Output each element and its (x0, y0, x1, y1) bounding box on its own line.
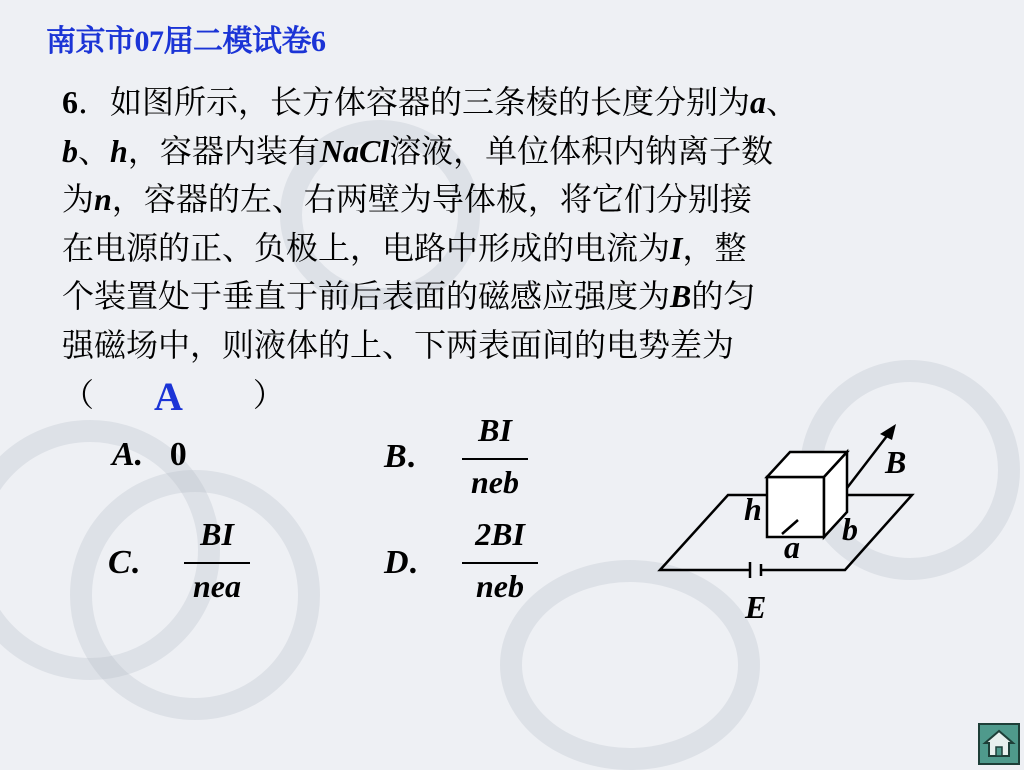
option-d-label: D (384, 544, 409, 581)
fraction-numerator: BI (478, 412, 512, 448)
var-h: h (110, 132, 128, 169)
question-line-4 (62, 224, 962, 273)
label-h: h (744, 491, 762, 527)
paren-open: （ (62, 376, 95, 414)
var-b: b (62, 132, 78, 169)
option-d[interactable] (384, 544, 417, 582)
answer: A (154, 374, 183, 419)
fraction-denominator: neb (476, 568, 524, 604)
fraction-bar (462, 458, 528, 460)
option-b-fraction (462, 410, 528, 502)
fraction-denominator: neb (471, 464, 519, 500)
nacl-formula: NaCl (319, 132, 390, 169)
option-dot: . (130, 544, 140, 581)
option-dot: . (406, 438, 416, 475)
question-number: 6 (62, 84, 78, 120)
var-a: a (750, 84, 767, 120)
option-b-label: B (384, 438, 407, 475)
fraction-denominator: nea (193, 568, 241, 604)
text-segment: ，整 (682, 228, 747, 267)
question-line-3 (62, 175, 962, 224)
label-b: b (842, 511, 858, 547)
text-segment: 个装置处于垂直于前后表面的磁感应强度为 (62, 277, 671, 315)
field-arrow-line (847, 432, 890, 488)
box-front-face (767, 477, 824, 537)
text-segment: 为 (62, 180, 95, 218)
fraction-bar (184, 562, 250, 564)
label-E: E (745, 589, 767, 625)
text-segment: 、 (766, 83, 799, 121)
text-segment: 、 (78, 131, 111, 170)
option-c[interactable] (108, 544, 139, 582)
fraction-bar (462, 562, 538, 564)
text-segment: ．如图所示，长方体容器的三条棱的长度分别为 (78, 83, 751, 121)
var-B: B (670, 278, 692, 314)
field-arrow-head (880, 424, 896, 440)
fraction-numerator: BI (200, 516, 234, 552)
option-dot: . (408, 544, 418, 581)
option-a[interactable] (112, 436, 187, 474)
var-n: n (94, 181, 112, 217)
text-segment: 的匀 (691, 277, 756, 315)
home-icon (980, 725, 1018, 763)
container-diagram (640, 410, 940, 640)
slide-title: 南京市07届二模试卷6 (46, 25, 326, 58)
question-line-5 (62, 272, 962, 321)
option-a-value: 0 (169, 436, 187, 473)
question-line-1 (62, 78, 962, 127)
fraction-numerator: 2BI (475, 516, 525, 552)
option-a-label: A. (112, 436, 144, 473)
question-line-6 (62, 321, 962, 370)
label-a: a (784, 529, 800, 565)
question-text (62, 78, 962, 418)
paren-close: ） (252, 376, 285, 414)
option-c-fraction (184, 514, 250, 606)
option-b[interactable] (384, 438, 415, 476)
text-segment: 强磁场中，则液体的上、下两表面间的电势差为 (62, 325, 735, 364)
option-c-label: C (108, 544, 131, 581)
home-button[interactable] (978, 723, 1020, 765)
text-segment: 溶液，单位体积内钠离子数 (389, 131, 774, 170)
text-segment: ，容器的左、右两壁为导体板，将它们分别接 (111, 180, 752, 218)
question-line-2 (62, 127, 962, 176)
label-B: B (885, 444, 907, 480)
var-I: I (670, 229, 683, 266)
text-segment: 在电源的正、负极上，电路中形成的电流为 (62, 228, 671, 267)
text-segment: ，容器内装有 (127, 131, 320, 170)
option-d-fraction (462, 514, 538, 606)
